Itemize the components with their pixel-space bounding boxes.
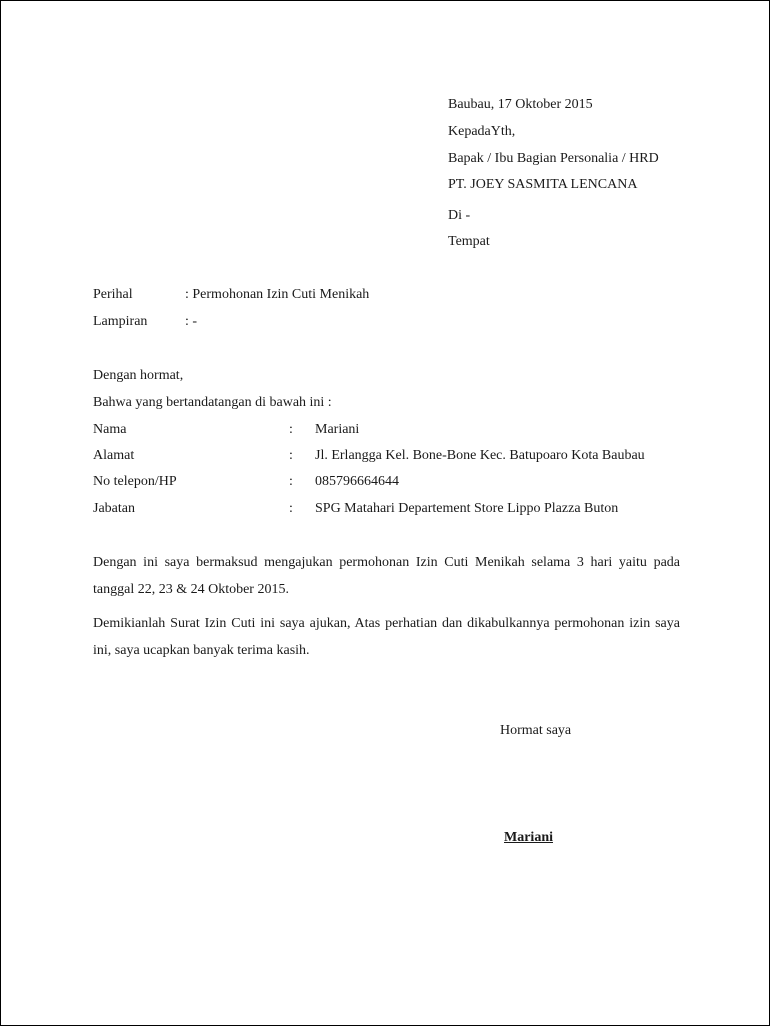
paragraph-closing: Demikianlah Surat Izin Cuti ini saya ajukan, Atas perhatian dan dikabulkannya permohonan izin saya ini, saya ucapkan banyak terima kasih.: [93, 616, 680, 658]
regards: Hormat saya: [500, 723, 572, 738]
signer-name: Mariani: [504, 830, 553, 845]
identity-value-jabatan: SPG Matahari Departement Store Lippo Plazza Buton: [315, 501, 619, 516]
intro-line: Bahwa yang bertandatangan di bawah ini :: [93, 395, 332, 410]
perihal-label: Perihal: [93, 287, 133, 302]
place-date: Baubau, 17 Oktober 2015: [448, 97, 593, 112]
identity-label-jabatan: Jabatan: [93, 501, 135, 516]
company-name: PT. JOEY SASMITA LENCANA: [448, 177, 638, 192]
identity-colon: :: [289, 501, 293, 516]
to-line: KepadaYth,: [448, 124, 516, 139]
identity-value-alamat: Jl. Erlangga Kel. Bone-Bone Kec. Batupoaro Kota Baubau: [315, 448, 645, 463]
lampiran-label: Lampiran: [93, 314, 148, 329]
di-line: Di -: [448, 208, 471, 223]
recipient: Bapak / Ibu Bagian Personalia / HRD: [448, 151, 659, 166]
identity-value-telepon: 085796664644: [315, 474, 399, 489]
identity-colon: :: [289, 474, 293, 489]
identity-colon: :: [289, 448, 293, 463]
identity-value-nama: Mariani: [315, 422, 360, 437]
identity-colon: :: [289, 422, 293, 437]
identity-label-telepon: No telepon/HP: [93, 474, 177, 489]
identity-label-nama: Nama: [93, 422, 127, 437]
paragraph-request: Dengan ini saya bermaksud mengajukan permohonan Izin Cuti Menikah selama 3 hari yaitu pada tanggal 22, 23 & 24 Oktober 2015.: [93, 555, 680, 597]
identity-label-alamat: Alamat: [93, 448, 135, 463]
perihal-value: : Permohonan Izin Cuti Menikah: [185, 287, 370, 302]
lampiran-value: : -: [185, 314, 198, 329]
greeting: Dengan hormat,: [93, 368, 184, 383]
tempat-line: Tempat: [448, 234, 490, 249]
